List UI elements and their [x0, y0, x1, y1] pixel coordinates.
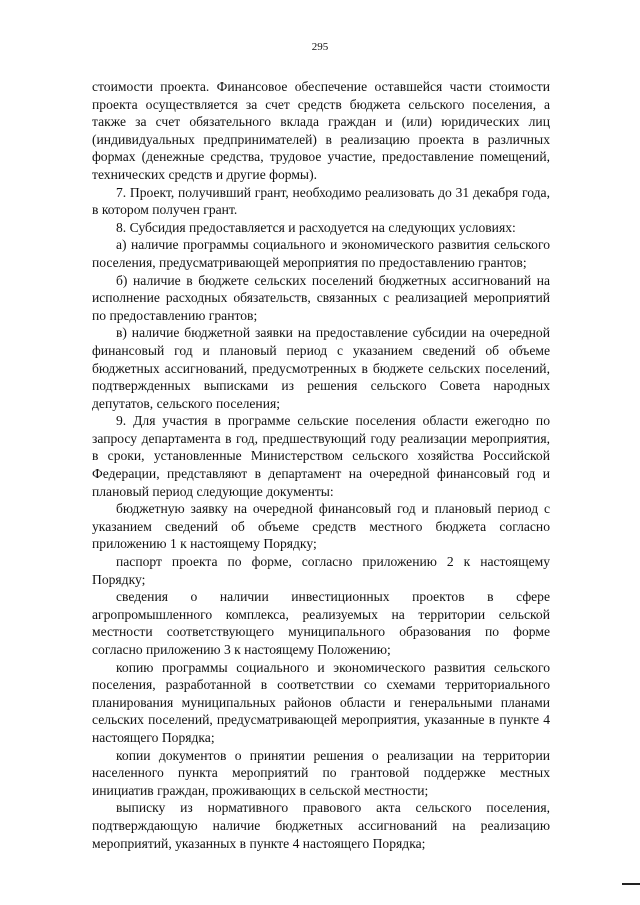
paragraph-item-9: 9. Для участия в программе сельские поселения области ежегодно по запросу департамента в год, предшествующий году реализации мероприятия, в сроки, установленные Министерством сельского хозяйства Российской Федерации, представляют в департамент на очередной финансовый год и плановый период следующие документы:: [92, 413, 550, 499]
paragraph-project-cost-continued: стоимости проекта. Финансовое обеспечение оставшейся части стоимости проекта осуществляется за счет средств бюджета сельского поселения, а также за счет обязательного вклада граждан и (или) юридических лиц (индивидуальных предпринимателей) в реализацию проекта в различных формах (денежные средства, трудовое участие, предоставление помещений, технических средств и другие формы).: [92, 79, 550, 182]
list-item-development-program: копию программы социального и экономического развития сельского поселения, разработанной в соответствии со схемами территориального планирования муниципальных районов области и генеральными планами сельских поселений, предусматривающей мероприятия, указанные в пункте 4 настоящего Порядка;: [92, 659, 550, 745]
paragraph-item-7: 7. Проект, получивший грант, необходимо реализовать до 31 декабря года, в котором получен грант.: [92, 184, 550, 218]
list-item-legal-act-extract: выписку из нормативного правового акта сельского поселения, подтверждающую наличие бюджетных ассигнований на реализацию мероприятий, указанных в пункте 4 настоящего Порядка;: [92, 800, 550, 851]
document-body: [92, 78, 550, 852]
paragraph-item-8v: в) наличие бюджетной заявки на предоставление субсидии на очередной финансовый год и плановый период с указанием сведений об объеме бюджетных ассигнований, предусмотренных в бюджете сельских поселений, подтвержденных выписками из решения сельского Совета народных депутатов, сельского поселения;: [92, 325, 550, 411]
list-item-project-passport: паспорт проекта по форме, согласно приложению 2 к настоящему Порядку;: [92, 554, 550, 587]
paragraph-item-8a: а) наличие программы социального и экономического развития сельского поселения, предусматривающей мероприятия по предоставлению грантов;: [92, 237, 550, 270]
paragraph-item-8: 8. Субсидия предоставляется и расходуется на следующих условиях:: [116, 219, 516, 235]
paragraph-item-8b: б) наличие в бюджете сельских поселений бюджетных ассигнований на исполнение расходных обязательств, связанных с реализацией мероприятий по предоставлению грантов;: [92, 272, 550, 323]
list-item-decision-documents: копии документов о принятии решения о реализации на территории населенного пункта мероприятий по грантовой поддержке местных инициатив граждан, проживающих в сельской местности;: [92, 747, 550, 798]
list-item-budget-request: бюджетную заявку на очередной финансовый год и плановый период с указанием сведений об объеме средств местного бюджета согласно приложению 1 к настоящему Порядку;: [92, 501, 550, 552]
list-item-investment-projects: сведения о наличии инвестиционных проектов в сфере агропромышленного комплекса, реализуемых на территории сельской местности соответствующего муниципального образования по форме согласно приложению 3 к настоящему Положению;: [92, 589, 550, 657]
page-number: 295: [311, 41, 329, 53]
page-edge-mark: [622, 883, 640, 885]
